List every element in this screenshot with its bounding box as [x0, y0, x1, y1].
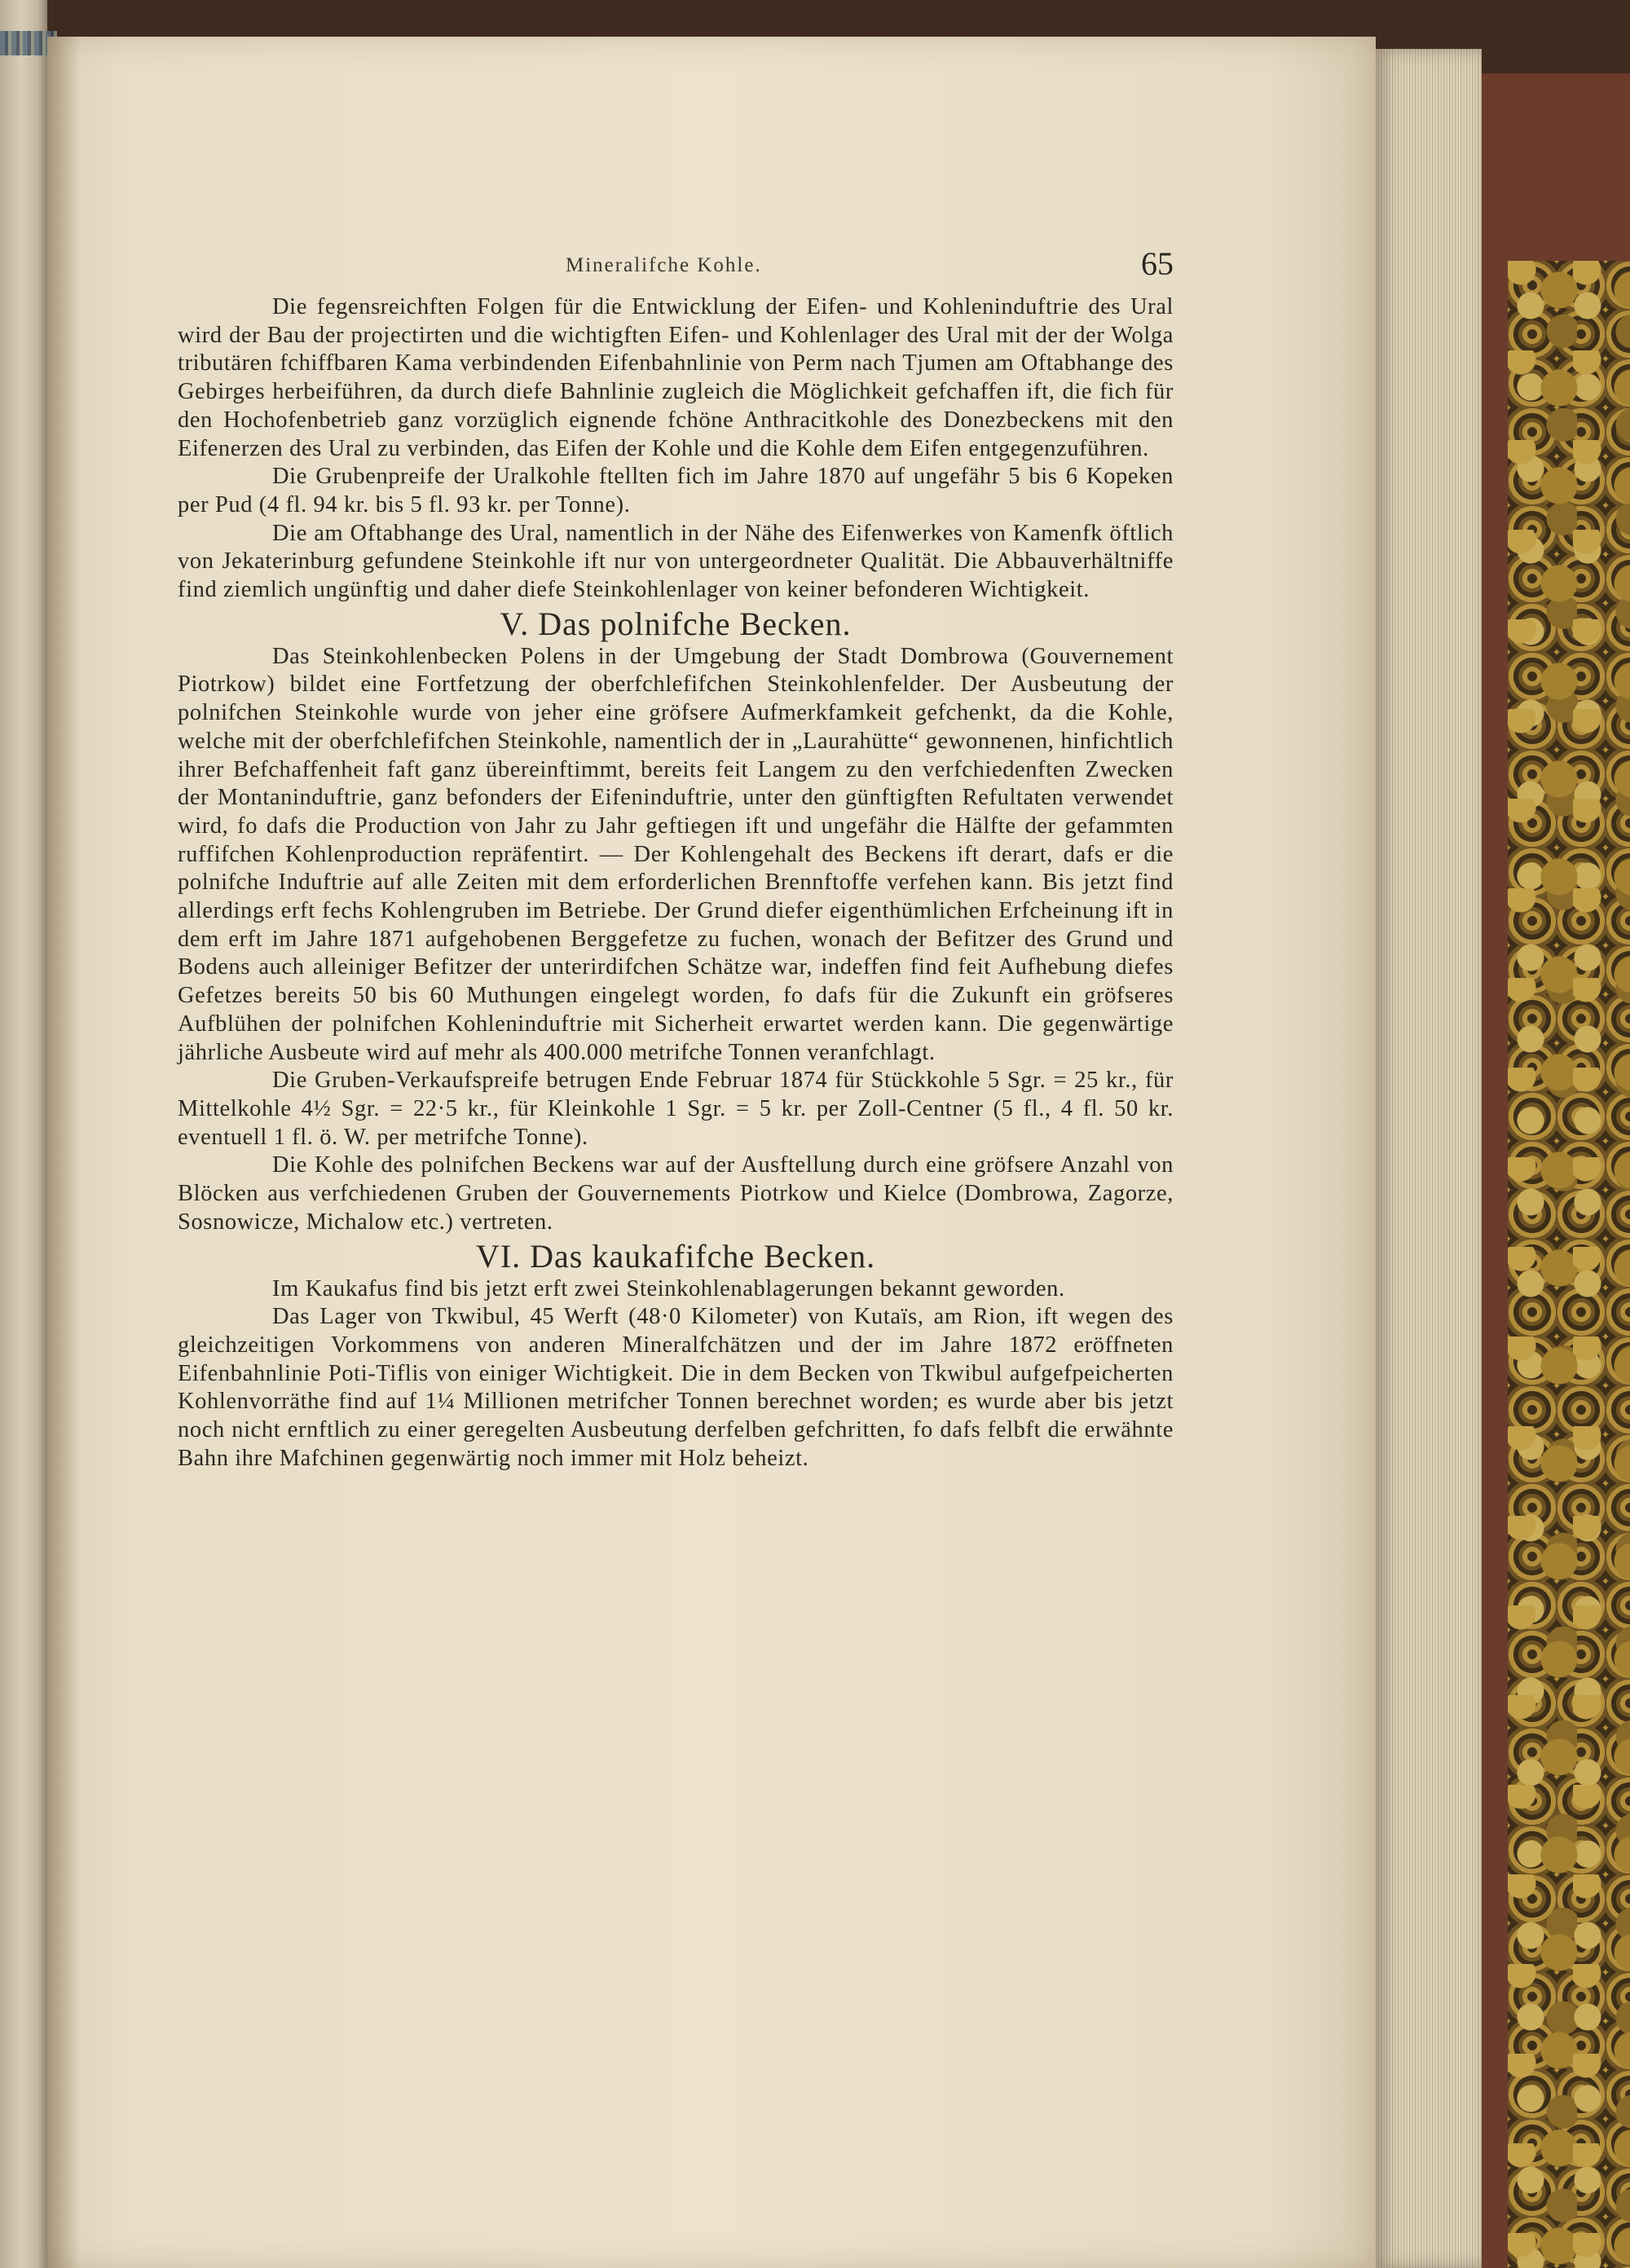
section-heading: V. Das polnifche Becken.	[500, 605, 852, 642]
paragraph: Die Grubenpreife der Uralkohle ftellten fich im Jahre 1870 auf ungefähr 5 bis 6 Kopeken per Pud (4 fl. 94 kr. bis 5 fl. 93 kr. per Tonne).	[178, 464, 1174, 517]
caucasus-section	[178, 1275, 1174, 1473]
paragraph: Das Steinkohlenbecken Polens in der Umgebung der Stadt Dombrowa (Gouvernement Piotrkow) bildet eine Fortfetzung der oberfchlefifchen Steinkohlenfelder. Der Ausbeutung der polnifchen Steinkohle wurde von jeher eine gröfsere Aufmerkfamkeit gefchenkt, da die Kohle, welche mit der oberfchlefifchen Steinkohle, namentlich der in „Laurahütte“ gewonnenen, hinfichtlich ihrer Befchaffenheit faft ganz übereinftimmt, bereits feit Langem zu den verfchiedenften Zwecken der Montaninduftrie, ganz befonders der Eifeninduftrie, unter den günftigften Refultaten verwendet wird, fo dafs die Production von Jahr zu Jahr geftiegen ift und ungefähr die Hälfte der gefammten ruffifchen Kohlenproduction repräfentirt. — Der Kohlengehalt des Beckens ift derart, dafs er die polnifche Induftrie auf alle Zeiten mit dem erforderlichen Brennftoffe verfehen kann. Bis jetzt find allerdings erft fechs Kohlengruben im Betriebe. Der Grund diefer eigenthümlichen Erfcheinung ift in dem erft im Jahre 1871 aufgehobenen Berggefetze zu fuchen, wonach der Befitzer des Grund und Bodens auch alleiniger Befitzer der unterirdifchen Schätze war, indeffen find feit Aufhebung diefes Gefetzes bereits 50 bis 60 Muthungen eingelegt worden, fo dafs für die Zukunft ein gröfseres Aufblühen der polnifchen Kohleninduftrie mit Sicherheit erwartet werden kann. Die gegenwärtige jährliche Ausbeute wird auf mehr als 400.000 metrifche Tonnen veranfchlagt.	[178, 643, 1174, 1065]
paragraph: Das Lager von Tkwibul, 45 Werft (48·0 Kilometer) von Kutaïs, am Rion, ift wegen des gleichzeitigen Vorkommens von anderen Mineralfchätzen und der im Jahre 1872 eröffneten Eifenbahnlinie Poti-Tiflis von einiger Wichtigkeit. Die in dem Becken von Tkwibul aufgefpeicherten Kohlenvorräthe find auf 1¼ Millionen metrifcher Tonnen berechnet worden; es wurde aber bis jetzt noch nicht ernftlich zu einer geregelten Ausbeutung derfelben gefchritten, fo dafs felbft die erwähnte Bahn ihre Mafchinen gegenwärtig noch immer mit Holz beheizt.	[178, 1304, 1174, 1471]
left-page-edge	[0, 0, 47, 2268]
paragraph: Im Kaukafus find bis jetzt erft zwei Steinkohlenablagerungen bekannt geworden.	[272, 1275, 1065, 1301]
paragraph: Die fegensreichften Folgen für die Entwicklung der Eifen- und Kohleninduftrie des Ural wird der Bau der projectirten und die wichtigften Eifen- und Kohlenlager des Ural mit der der Wolga tributären fchiffbaren Kama verbindenden Eifenbahnlinie von Perm nach Tjumen am Oftabhange des Gebirges herbeiführen, da durch diefe Bahnlinie zugleich die Möglichkeit gefchaffen ift, die fich für den Hochofenbetrieb ganz vorzüglich eignende fchöne Anthracitkohle des Donezbeckens mit den Eifenerzen des Ural zu verbinden, das Eifen der Kohle und die Kohle dem Eifen entgegenzuführen.	[178, 294, 1174, 461]
polish-section	[178, 643, 1174, 1237]
text-block	[178, 244, 1174, 1473]
paragraph: Die Gruben-Verkaufspreife betrugen Ende Februar 1874 für Stückkohle 5 Sgr. = 25 kr., für Mittelkohle 4½ Sgr. = 22·5 kr., für Kleinkohle 1 Sgr. = 5 kr. per Zoll-Centner (5 fl., 4 fl. 50 kr. eventuell 1 fl. ö. W. per metrifche Tonne).	[178, 1068, 1174, 1150]
paragraph: Die Kohle des polnifchen Beckens war auf der Ausftellung durch eine gröfsere Anzahl von Blöcken aus verfchiedenen Gruben der Gouvernements Piotrkow und Kielce (Dombrowa, Zagorze, Sosnowicze, Michalow etc.) vertreten.	[178, 1152, 1174, 1235]
running-head	[178, 244, 1174, 293]
section-heading: VI. Das kaukafifche Becken.	[475, 1237, 876, 1275]
marbled-cover-paper	[1508, 261, 1630, 2268]
running-title: Mineralifche Kohle.	[566, 254, 762, 276]
paragraph: Die am Oftabhange des Ural, namentlich in der Nähe des Eifenwerkes von Kamenfk öftlich von Jekaterinburg gefundene Steinkohle ift nur von untergeordneter Qualität. Die Abbauverhältniffe find ziemlich ungünftig und daher diefe Steinkohlenlager von keiner befonderen Wichtigkeit.	[178, 520, 1174, 603]
page-stack-edges	[1376, 49, 1482, 2268]
gutter-shadow	[47, 37, 80, 2268]
intro-section	[178, 293, 1174, 605]
page-number: 65	[1141, 245, 1174, 282]
